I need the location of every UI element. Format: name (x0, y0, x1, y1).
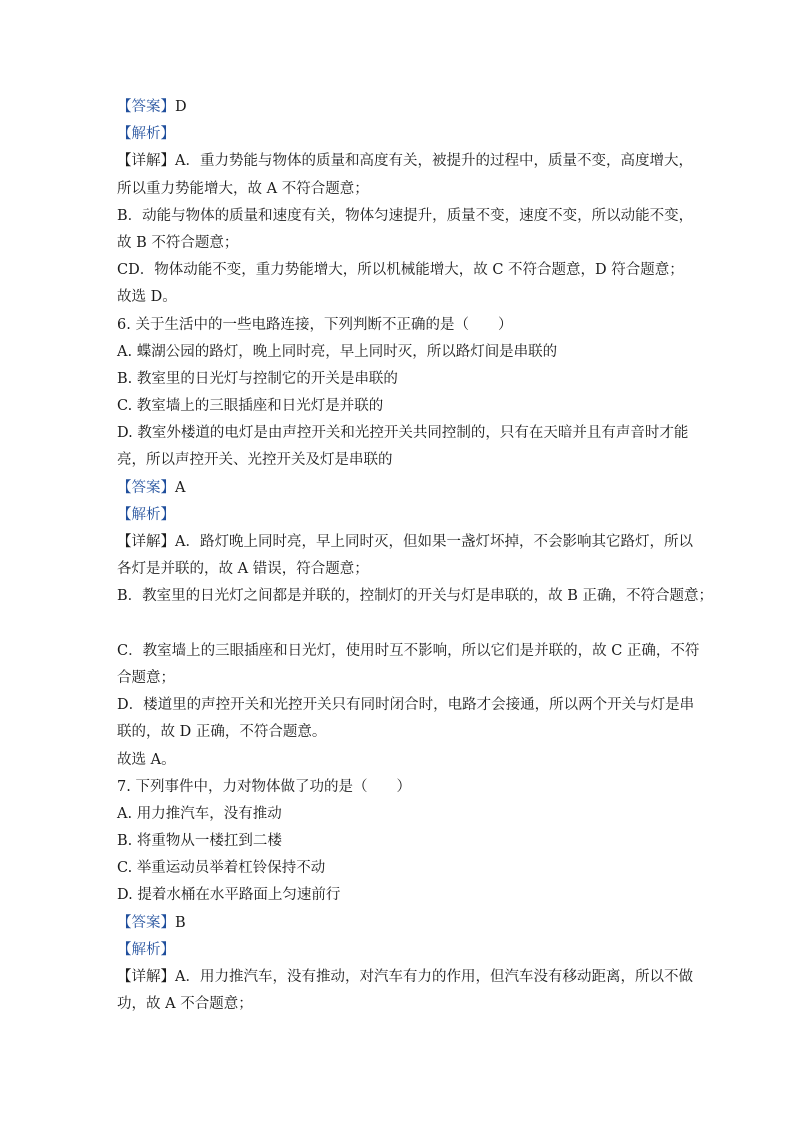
line-text: 合题意； (117, 669, 175, 686)
line-text: D．楼道里的声控开关和光控开关只有同时闭合时，电路才会接通，所以两个开关与灯是串 (117, 697, 695, 714)
text-line (117, 774, 687, 801)
text-line (117, 964, 693, 991)
section-tag: 【答案】 (117, 99, 175, 115)
text-line (117, 692, 695, 719)
line-text: 各灯是并联的，故 A 错误，符合题意； (117, 561, 369, 578)
text-line (117, 882, 687, 909)
line-text: 亮，所以声控开关、光控开关及灯是串联的 (117, 452, 393, 469)
line-text: C. 举重运动员举着杠铃保持不动 (117, 860, 326, 877)
text-line (117, 176, 687, 203)
line-text: 故选 D。 (117, 289, 177, 306)
text-line (117, 801, 687, 828)
line-text: A (175, 479, 186, 496)
line-text: B. 教室里的日光灯与控制它的开关是串联的 (117, 370, 398, 387)
text-line (117, 312, 687, 339)
line-text: D. 提着水桶在水平路面上匀速前行 (117, 887, 341, 904)
section-tag: 【解析】 (117, 941, 175, 958)
line-text: 7. 下列事件中，力对物体做了功的是（ ） (117, 778, 411, 795)
text-line (117, 203, 694, 230)
section-label-line (117, 910, 687, 937)
line-text: 故选 A。 (117, 751, 176, 768)
text-line (117, 447, 687, 474)
section-tag: 【答案】 (117, 914, 175, 931)
line-text: C．教室墙上的三眼插座和日光灯，使用时互不影响，所以它们是并联的，故 C 正确，不符 (117, 642, 700, 659)
text-line (117, 366, 687, 393)
section-label-line (117, 937, 687, 964)
text-line (117, 230, 687, 257)
text-line (117, 339, 687, 366)
text-line (117, 556, 687, 583)
text-line (117, 638, 700, 665)
line-text: 联的，故 D 正确，不符合题意。 (117, 724, 327, 741)
text-line (117, 257, 687, 284)
line-text: A. 用力推汽车，没有推动 (117, 805, 282, 822)
blank-line (117, 611, 687, 638)
line-text: 【详解】A．路灯晚上同时亮，早上同时灭，但如果一盏灯坏掉，不会影响其它路灯，所以 (117, 534, 693, 550)
section-tag: 【答案】 (117, 479, 175, 496)
text-line (117, 284, 687, 311)
text-line (117, 420, 687, 447)
line-text: 6. 关于生活中的一些电路连接，下列判断不正确的是（ ） (117, 316, 513, 333)
line-text: 【详解】A．重力势能与物体的质量和高度有关，被提升的过程中，质量不变，高度增大， (117, 153, 693, 170)
text-line (117, 665, 687, 692)
text-line (117, 828, 687, 855)
line-text: 【详解】A．用力推汽车，没有推动，对汽车有力的作用，但汽车没有移动距离，所以不做 (117, 969, 693, 985)
section-label-line (117, 475, 687, 502)
text-line (117, 583, 714, 610)
line-text: B (175, 914, 186, 931)
line-text: B．教室里的日光灯之间都是并联的，控制灯的开关与灯是串联的，故 B 正确，不符合题意； (117, 588, 714, 605)
text-line (117, 991, 687, 1018)
text-line (117, 148, 693, 175)
section-tag: 【解析】 (117, 126, 175, 143)
document-page (117, 94, 714, 1018)
line-text: 所以重力势能增大，故 A 不符合题意； (117, 180, 369, 197)
line-text: C. 教室墙上的三眼插座和日光灯是并联的 (117, 398, 384, 415)
text-line (117, 393, 687, 420)
text-line (117, 529, 693, 556)
line-text: 功，故 A 不合题意； (117, 996, 253, 1013)
text-line (117, 719, 687, 746)
text-line (117, 855, 687, 882)
line-text: A. 蝶湖公园的路灯，晚上同时亮，早上同时灭，所以路灯间是串联的 (117, 343, 558, 360)
section-label-line (117, 121, 687, 148)
line-text: B．动能与物体的质量和速度有关，物体匀速提升，质量不变，速度不变，所以动能不变， (117, 207, 694, 224)
line-text: B. 将重物从一楼扛到二楼 (117, 833, 282, 850)
section-label-line (117, 502, 687, 529)
text-line (117, 747, 687, 774)
line-text: CD．物体动能不变，重力势能增大，所以机械能增大，故 C 不符合题意，D 符合题意； (117, 262, 684, 279)
line-text: D (175, 99, 187, 115)
line-text: D. 教室外楼道的电灯是由声控开关和光控开关共同控制的，只有在天暗并且有声音时才能 (117, 425, 689, 442)
section-label-line (117, 94, 687, 121)
section-tag: 【解析】 (117, 506, 175, 523)
line-text: 故 B 不符合题意； (117, 234, 239, 251)
